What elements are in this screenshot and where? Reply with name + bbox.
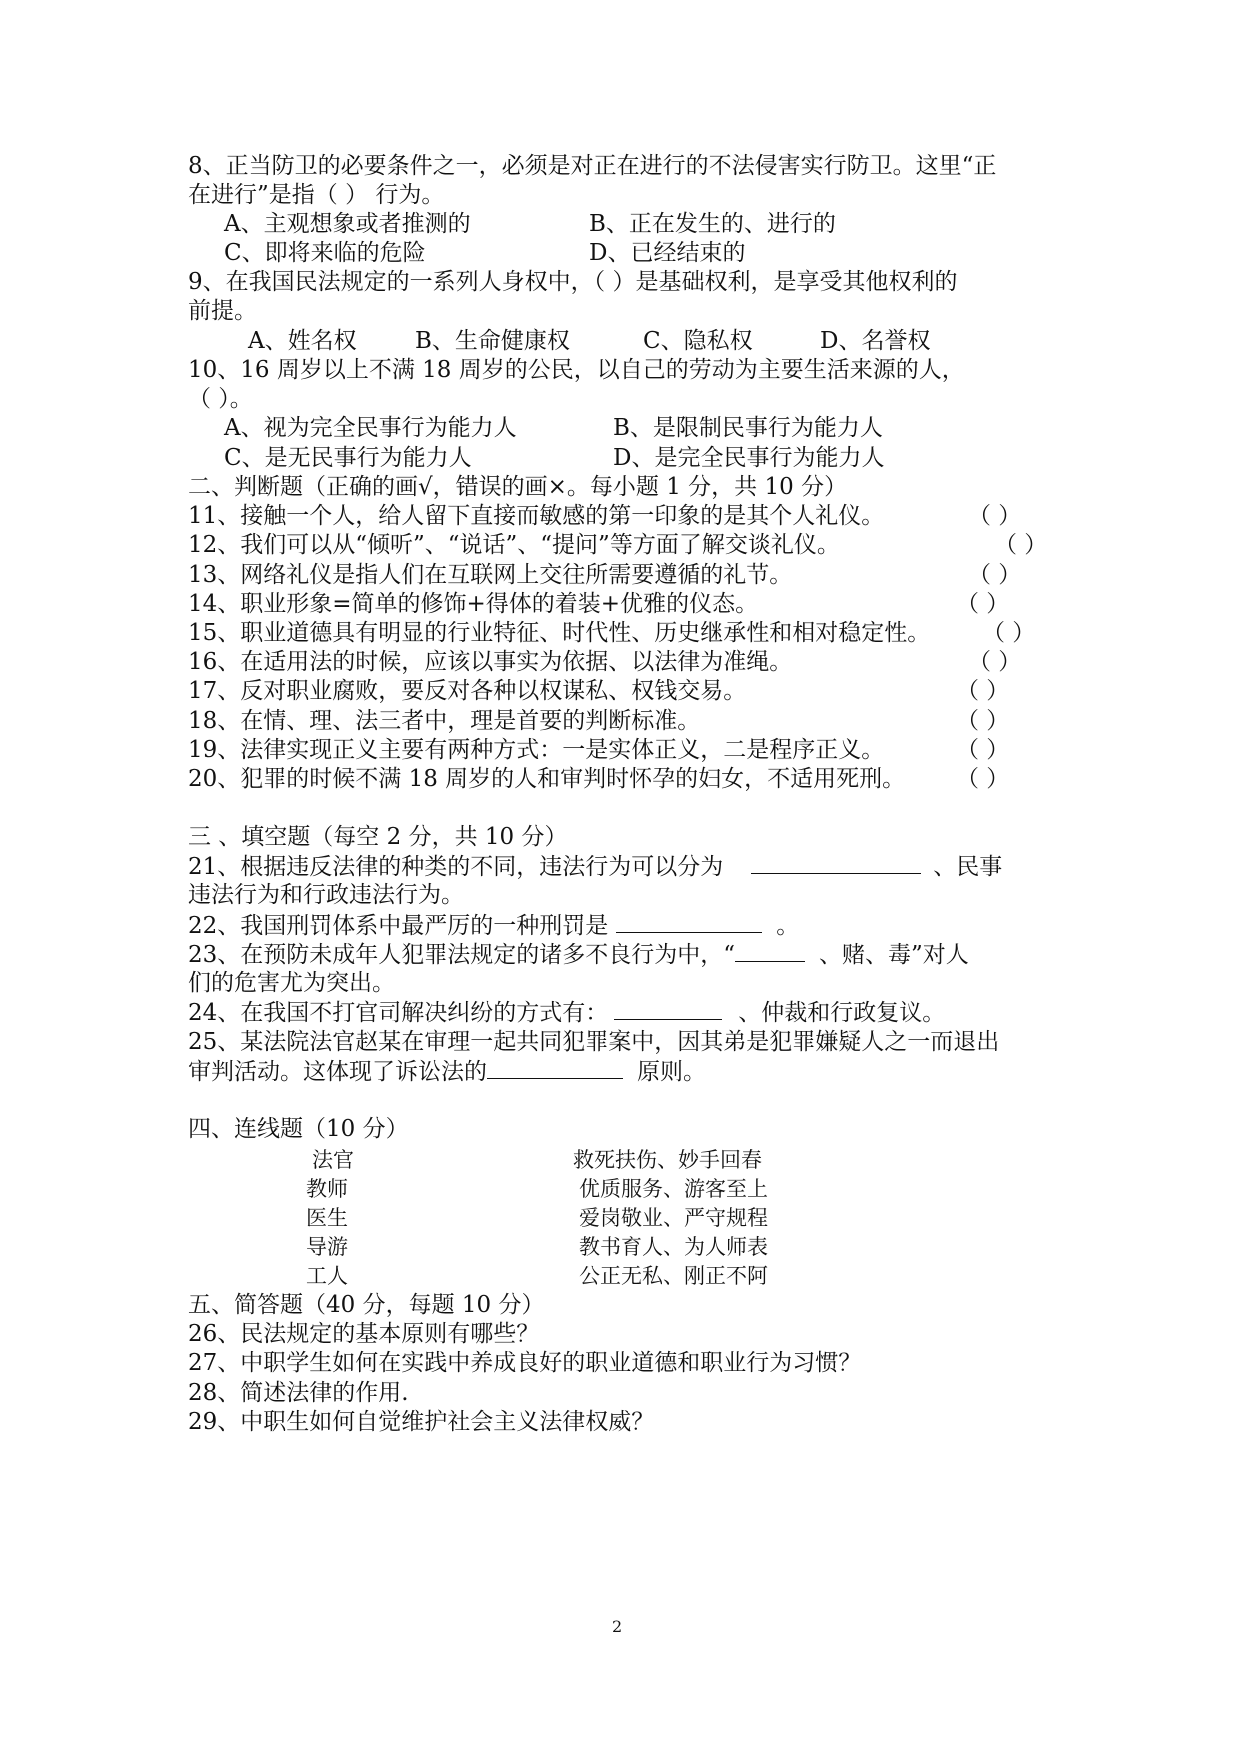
q21-text-a: 21、根据违反法律的种类的不同，违法行为可以分为 — [188, 854, 724, 880]
q19-text: 19、法律实现正义主要有两种方式：一是实体正义，二是程序正义。 — [188, 737, 885, 763]
match-left-1[interactable]: 法官 — [312, 1148, 354, 1172]
q10-line2: （ ）。 — [188, 386, 253, 412]
q16-answer-paren[interactable]: （ ） — [968, 649, 1022, 675]
q18-answer-paren[interactable]: （ ） — [956, 708, 1010, 734]
q8-option-d: D、已经结束的 — [589, 240, 746, 266]
q21-text-b: 、民事 — [933, 854, 1003, 880]
q21-line2: 违法行为和行政违法行为。 — [188, 882, 464, 908]
q27-text: 27、中职学生如何在实践中养成良好的职业道德和职业行为习惯？ — [188, 1350, 862, 1376]
q19-answer-paren[interactable]: （ ） — [956, 737, 1010, 763]
q9-line2: 前提。 — [188, 298, 257, 324]
q17-text: 17、反对职业腐败，要反对各种以权谋私、权钱交易。 — [188, 678, 747, 704]
q12-answer-paren[interactable]: （ ） — [994, 532, 1048, 558]
q23-text-b: 、赌、毒”对人 — [819, 942, 969, 968]
match-right-5[interactable]: 公正无私、刚正不阿 — [579, 1264, 768, 1288]
match-left-4[interactable]: 导游 — [306, 1235, 348, 1259]
q9-option-b: B、生命健康权 — [415, 328, 570, 354]
q29-text: 29、中职生如何自觉维护社会主义法律权威？ — [188, 1409, 655, 1435]
q23-text-a: 23、在预防未成年人犯罪法规定的诸多不良行为中，“ — [188, 942, 736, 968]
q8-option-a: A、主观想象或者推测的 — [224, 211, 471, 237]
q13-text: 13、网络礼仪是指人们在互联网上交往所需要遵循的礼节。 — [188, 562, 793, 588]
q10-option-a: A、视为完全民事行为能力人 — [224, 415, 517, 441]
q22-blank[interactable] — [616, 910, 762, 933]
section4-title: 四、连线题（10 分） — [188, 1116, 409, 1142]
q9-option-d: D、名誉权 — [820, 328, 931, 354]
q25-line2 — [188, 1056, 706, 1087]
q17-answer-paren[interactable]: （ ） — [956, 678, 1010, 704]
section2-title: 二、判断题（正确的画√，错误的画×。每小题 1 分，共 10 分） — [188, 474, 848, 500]
q25-text-b: 原则。 — [637, 1059, 706, 1085]
match-left-5[interactable]: 工人 — [306, 1264, 348, 1288]
q25-blank[interactable] — [487, 1056, 623, 1079]
q11-answer-paren[interactable]: （ ） — [968, 503, 1022, 529]
q26-text: 26、民法规定的基本原则有哪些？ — [188, 1321, 540, 1347]
q28-text: 28、简述法律的作用. — [188, 1380, 409, 1406]
match-right-2[interactable]: 优质服务、游客至上 — [579, 1177, 768, 1201]
match-right-1[interactable]: 救死扶伤、妙手回春 — [573, 1148, 762, 1172]
q13-answer-paren[interactable]: （ ） — [968, 562, 1022, 588]
q21-blank[interactable] — [751, 851, 921, 874]
section3-title: 三 、填空题（每空 2 分，共 10 分） — [188, 824, 568, 850]
match-left-2[interactable]: 教师 — [306, 1177, 348, 1201]
q10-option-d: D、是完全民事行为能力人 — [613, 445, 885, 471]
q24-text-b: 、仲裁和行政复议。 — [738, 1000, 946, 1026]
match-left-3[interactable]: 医生 — [306, 1206, 348, 1230]
q15-answer-paren[interactable]: （ ） — [982, 620, 1036, 646]
q24-text-a: 24、在我国不打官司解决纠纷的方式有： — [188, 1000, 609, 1026]
q23-line1 — [188, 939, 969, 970]
q8-line1: 8、正当防卫的必要条件之一，必须是对正在进行的不法侵害实行防卫。这里“正 — [188, 153, 997, 179]
page-number: 2 — [612, 1617, 623, 1636]
q25-line1: 25、某法院法官赵某在审理一起共同犯罪案中，因其弟是犯罪嫌疑人之一而退出 — [188, 1029, 1000, 1055]
q24-blank[interactable] — [614, 997, 722, 1020]
q8-option-c: C、即将来临的危险 — [224, 240, 426, 266]
q22-line — [188, 910, 799, 941]
q14-answer-paren[interactable]: （ ） — [956, 591, 1010, 617]
q14-text: 14、职业形象=简单的修饰+得体的着装+优雅的仪态。 — [188, 591, 759, 617]
q10-option-b: B、是限制民事行为能力人 — [613, 415, 883, 441]
match-right-3[interactable]: 爱岗敬业、严守规程 — [579, 1206, 768, 1230]
q23-line2: 们的危害尤为突出。 — [188, 970, 395, 996]
q15-text: 15、职业道德具有明显的行业特征、时代性、历史继承性和相对稳定性。 — [188, 620, 931, 646]
q8-line2: 在进行”是指（ ） 行为。 — [188, 182, 445, 208]
q25-text-a: 审判活动。这体现了诉讼法的 — [188, 1059, 487, 1085]
q16-text: 16、在适用法的时候，应该以事实为依据、以法律为准绳。 — [188, 649, 793, 675]
q11-text: 11、接触一个人，给人留下直接而敏感的第一印象的是其个人礼仪。 — [188, 503, 885, 529]
q9-option-c: C、隐私权 — [643, 328, 753, 354]
q20-answer-paren[interactable]: （ ） — [956, 766, 1010, 792]
q12-text: 12、我们可以从“倾听”、“说话”、“提问”等方面了解交谈礼仪。 — [188, 532, 840, 558]
q21-line1 — [188, 851, 1002, 882]
q22-text-a: 22、我国刑罚体系中最严厉的一种刑罚是 — [188, 913, 609, 939]
q22-text-b: 。 — [776, 913, 800, 939]
q23-blank[interactable] — [735, 939, 805, 962]
q9-option-a: A、姓名权 — [248, 328, 357, 354]
section5-title: 五、简答题（40 分，每题 10 分） — [188, 1292, 545, 1318]
match-right-4[interactable]: 教书育人、为人师表 — [579, 1235, 768, 1259]
q10-line1: 10、16 周岁以上不满 18 周岁的公民，以自己的劳动为主要生活来源的人， — [188, 357, 965, 383]
q8-option-b: B、正在发生的、进行的 — [589, 211, 836, 237]
q18-text: 18、在情、理、法三者中，理是首要的判断标准。 — [188, 708, 701, 734]
q10-option-c: C、是无民事行为能力人 — [224, 445, 472, 471]
q24-line — [188, 997, 945, 1028]
q9-line1: 9、在我国民法规定的一系列人身权中，（ ）是基础权利，是享受其他权利的 — [188, 269, 958, 295]
q20-text: 20、犯罪的时候不满 18 周岁的人和审判时怀孕的妇女，不适用死刑。 — [188, 766, 906, 792]
